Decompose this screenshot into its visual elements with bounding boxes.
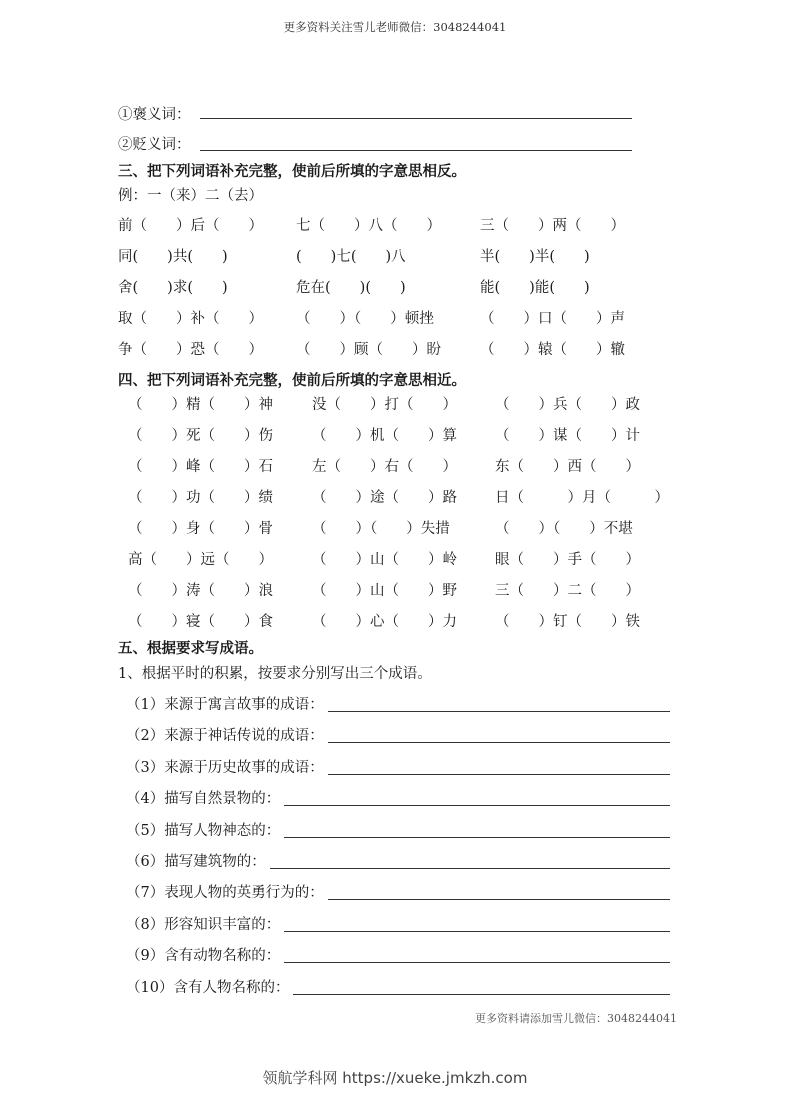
idiom-answer-line[interactable] [284,837,670,838]
antonym-fill-item[interactable]: 能( )能( ) [480,280,590,296]
synonym-fill-item[interactable]: 没（ ）打（ ） [312,397,457,413]
synonym-fill-item[interactable]: 左（ ）右（ ） [312,459,457,475]
synonym-fill-item[interactable]: （ ）心（ ）力 [312,614,457,630]
idiom-prompt-label: （6）描写建筑物的： [126,854,266,870]
antonym-fill-item[interactable]: 前（ ）后（ ） [118,218,263,234]
antonym-fill-item[interactable]: 七（ ）八（ ） [296,218,441,234]
antonym-fill-item[interactable]: 半( )半( ) [480,249,590,265]
commendatory-label: ①褒义词： [118,107,191,123]
synonym-fill-item[interactable]: （ ）机（ ）算 [312,428,457,444]
idiom-prompt-label: （2）来源于神话传说的成语： [126,728,324,745]
synonym-fill-item[interactable]: （ ）谋（ ）计 [495,428,640,444]
idiom-prompt-label: （4）描写自然景物的： [126,791,281,808]
section5-intro: 1、根据平时的积累，按要求分别写出三个成语。 [118,666,432,682]
synonym-fill-item[interactable]: （ ）身（ ）骨 [128,521,273,537]
antonym-fill-item[interactable]: 三（ ）两（ ） [480,218,625,234]
antonym-fill-item[interactable]: （ ）辕（ ）辙 [480,342,625,358]
antonym-fill-item[interactable]: 同( )共( ) [118,249,228,265]
synonym-fill-item[interactable]: （ ）寝（ ）食 [128,614,273,630]
synonym-fill-item[interactable]: 东（ ）西（ ） [495,459,640,475]
idiom-prompt-label: （10）含有人物名称的： [126,979,290,996]
commendatory-answer-line[interactable] [200,118,632,119]
idiom-prompt-label: （8）形容知识丰富的： [126,916,281,933]
synonym-fill-item[interactable]: （ ）途（ ）路 [312,490,457,506]
idiom-answer-line[interactable] [293,994,670,995]
footer-contact: 更多资料请添加雪儿微信：3048244041 [475,1012,677,1025]
antonym-fill-item[interactable]: 舍( )求( ) [118,280,228,296]
synonym-fill-item[interactable]: （ ）（ ）失措 [312,521,450,537]
synonym-fill-item[interactable]: （ ）山（ ）岭 [312,552,457,568]
idiom-answer-line[interactable] [328,742,670,743]
synonym-fill-item[interactable]: 眼（ ）手（ ） [495,552,640,568]
section5-title: 五、根据要求写成语。 [118,641,263,657]
idiom-prompt-label: （3）来源于历史故事的成语： [126,759,324,776]
synonym-fill-item[interactable]: （ ）山（ ）野 [312,583,457,599]
section3-title: 三、把下列词语补充完整，使前后所填的字意思相反。 [118,164,466,180]
antonym-fill-item[interactable]: ( )七( )八 [296,249,406,265]
idiom-answer-line[interactable] [328,774,670,775]
idiom-answer-line[interactable] [328,899,670,900]
derogatory-answer-line[interactable] [200,150,632,151]
antonym-fill-item[interactable]: 争（ ）恐（ ） [118,342,263,358]
synonym-fill-item[interactable]: （ ）功（ ）绩 [128,490,273,506]
synonym-fill-item[interactable]: （ ）（ ）不堪 [495,521,633,537]
page-header: 更多资料关注雪儿老师微信：3048244041 [283,20,507,34]
section3-example: 例：一（来）二（去） [118,188,263,204]
synonym-fill-item[interactable]: （ ）精（ ）神 [128,397,273,413]
synonym-fill-item[interactable]: （ ）钉（ ）铁 [495,614,640,630]
synonym-fill-item[interactable]: 高（ ）远（ ） [128,552,273,568]
idiom-prompt-label: （1）来源于寓言故事的成语： [126,697,324,713]
antonym-fill-item[interactable]: 危在( )( ) [296,280,406,296]
idiom-prompt-label: （9）含有动物名称的： [126,948,281,965]
section4-title: 四、把下列词语补充完整，使前后所填的字意思相近。 [118,373,466,389]
idiom-prompt-label: （7）表现人物的英勇行为的： [126,885,324,902]
antonym-fill-item[interactable]: （ ）口（ ）声 [480,311,625,327]
derogatory-label: ②贬义词： [118,137,191,153]
antonym-fill-item[interactable]: （ ）（ ）顿挫 [296,311,434,327]
synonym-fill-item[interactable]: （ ）峰（ ）石 [128,459,273,475]
idiom-answer-line[interactable] [284,962,670,963]
synonym-fill-item[interactable]: （ ）涛（ ）浪 [128,583,273,599]
synonym-fill-item[interactable]: 三（ ）二（ ） [495,583,640,599]
antonym-fill-item[interactable]: （ ）顾（ ）盼 [296,342,441,358]
idiom-answer-line[interactable] [270,868,670,869]
synonym-fill-item[interactable]: 日（ ）月（ ） [495,490,669,506]
idiom-prompt-label: （5）描写人物神态的： [126,822,281,839]
antonym-fill-item[interactable]: 取（ ）补（ ） [118,311,263,327]
idiom-answer-line[interactable] [284,805,670,806]
synonym-fill-item[interactable]: （ ）兵（ ）政 [495,397,640,413]
idiom-answer-line[interactable] [328,711,670,712]
idiom-answer-line[interactable] [284,931,670,932]
footer-site: 领航学科网 https://xueke.jmkzh.com [262,1069,528,1087]
synonym-fill-item[interactable]: （ ）死（ ）伤 [128,428,273,444]
